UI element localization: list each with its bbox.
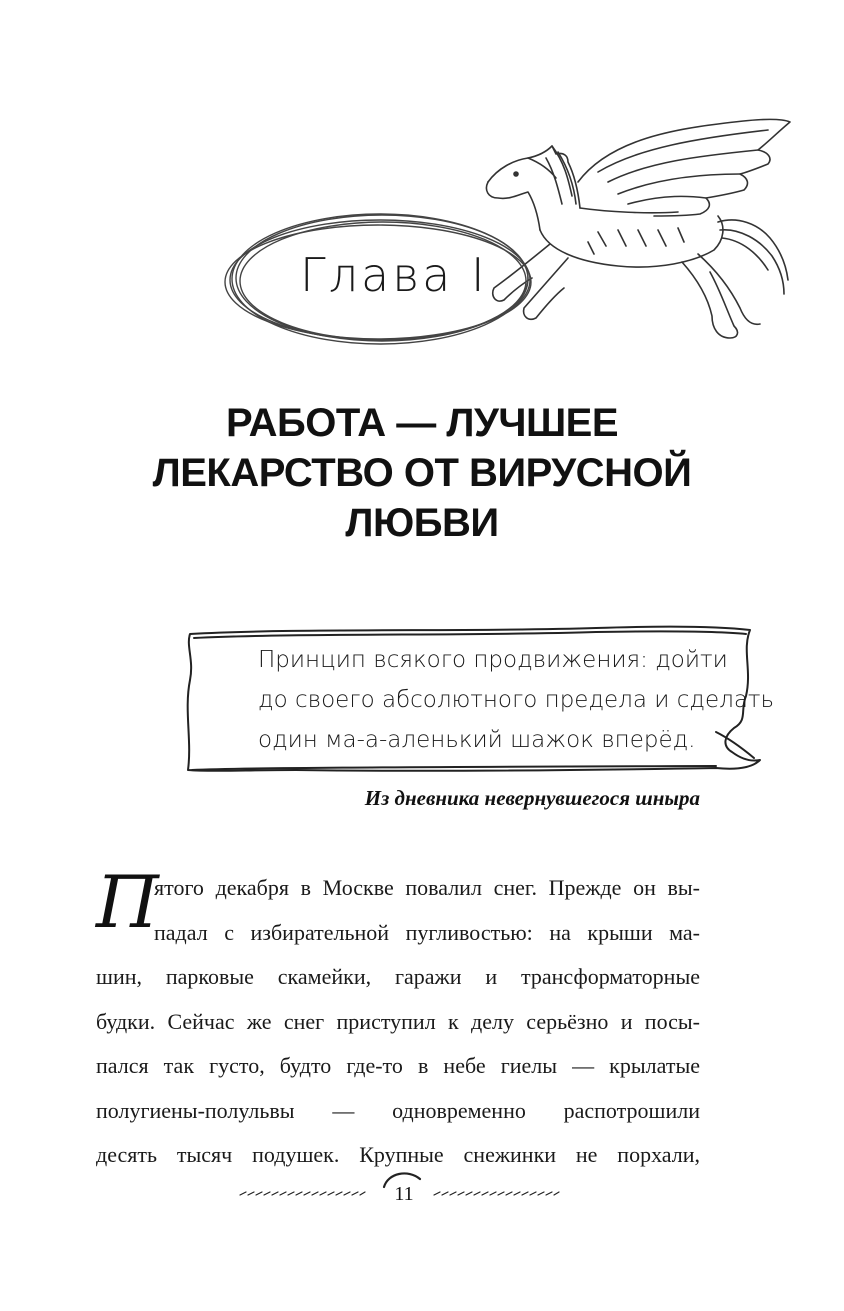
chapter-title [100,398,744,548]
drop-cap: П [96,860,159,944]
body-text [96,860,700,1178]
body-line: ятого декабря в Москве повалил снег. Прежде он вы- [154,875,700,900]
body-line: десять тысяч подушек. Крупные снежинки не порхали, [96,1142,700,1167]
title-line: РАБОТА — ЛУЧШЕЕ [225,401,619,445]
page-number: 11 [394,1183,414,1205]
body-line: пался так густо, будто где-то в небе гиелы — крылатые [96,1053,700,1078]
body-line: полугиены-полульвы — одновременно распотрошили [96,1097,700,1123]
chapter-label: Глава I [300,248,488,302]
epigraph-text [258,640,775,760]
body-line: падал с избирательной пугливостью: на крыши ма- [154,919,700,945]
body-line: будки. Сейчас же снег приступил к делу серьёзно и посы- [96,1008,700,1034]
body-line: шин, парковые скамейки, гаражи и трансформаторные [96,964,700,989]
title-line: ЛЕКАРСТВО ОТ ВИРУСНОЙ [152,451,692,495]
title-line: ЛЮБВИ [345,501,499,545]
epigraph-line: один ма-а-аленький шажок вперёд. [258,727,696,753]
epigraph-source: Из дневника невернувшегося шныра [364,786,700,810]
epigraph-line: Принцип всякого продвижения: дойти [258,647,728,673]
epigraph-line: до своего абсолютного предела и сделать [258,687,775,713]
